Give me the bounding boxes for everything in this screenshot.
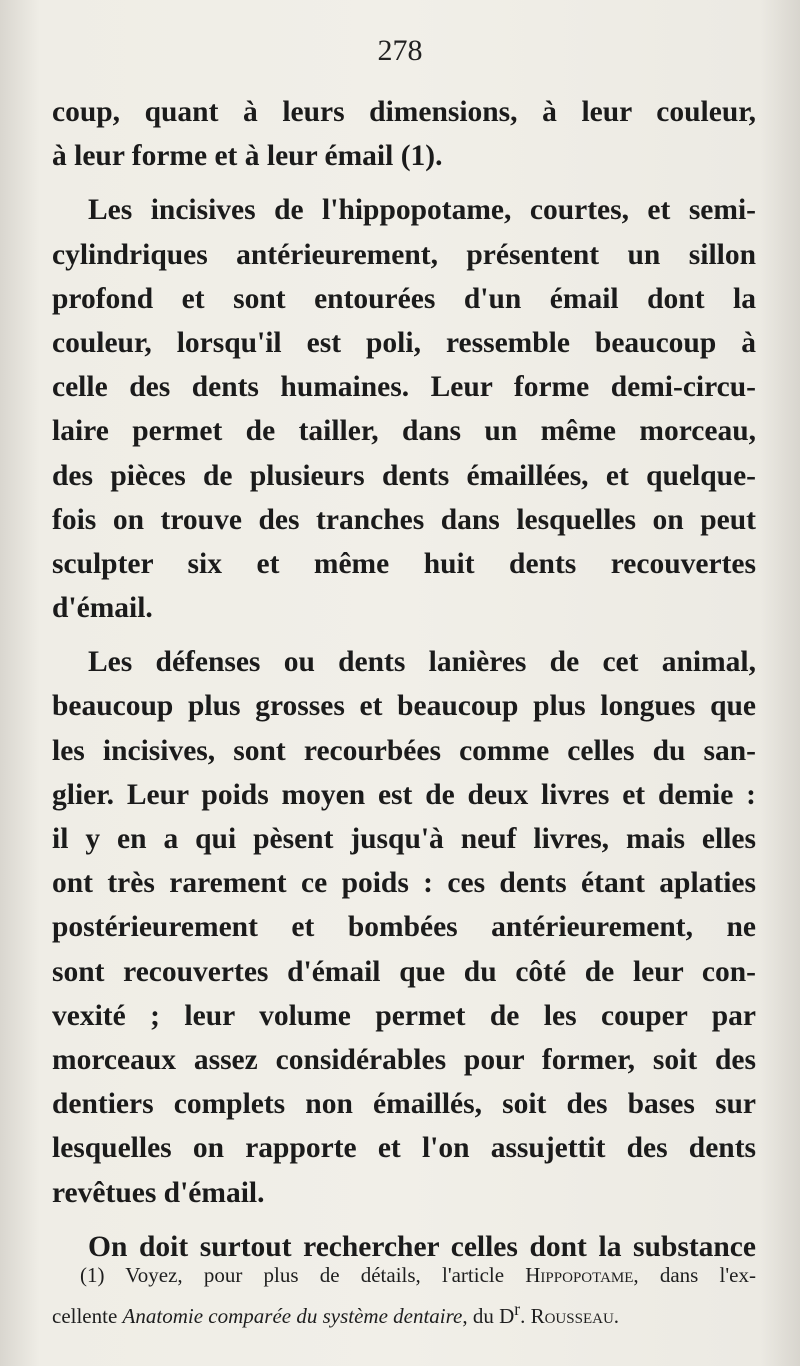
text-line: morceaux assez considérables pour former, soit des <box>52 1043 756 1076</box>
text-line: à leur forme et à leur émail (1). <box>52 140 443 173</box>
footnote-text: , du D <box>462 1304 515 1328</box>
text-line: des pièces de plusieurs dents émaillées, et quelque- <box>52 459 756 492</box>
text-line: Les incisives de l'hippopotame, courtes, et semi- <box>88 194 756 227</box>
text-line: beaucoup plus grosses et beaucoup plus longues que <box>52 690 756 723</box>
footnote-text: cellente <box>52 1304 123 1328</box>
text-line: profond et sont entourées d'un émail dont la <box>52 282 756 315</box>
text-line: cylindriques antérieurement, présentent un sillon <box>52 238 756 271</box>
text-line: laire permet de tailler, dans un même morceau, <box>52 415 756 448</box>
footnote-text: (1) Voyez, pour plus de détails, l'article <box>80 1263 526 1287</box>
text-line: coup, quant à leurs dimensions, à leur couleur, <box>52 96 756 128</box>
footnote-book-title: Anatomie comparée du système dentaire <box>122 1304 463 1328</box>
footnote-text: , dans l'ex- <box>633 1263 756 1287</box>
text-line: revêtues d'émail. <box>52 1176 265 1209</box>
text-line: couleur, lorsqu'il est poli, ressemble beaucoup à <box>52 326 756 359</box>
text-line: d'émail. <box>52 592 153 625</box>
text-line: dentiers complets non émaillés, soit des bases sur <box>52 1088 756 1121</box>
footnote-author: . Rousseau. <box>520 1304 620 1328</box>
text-line: celle des dents humaines. Leur forme demi-circu- <box>52 371 756 404</box>
text-line: glier. Leur poids moyen est de deux livres et demie : <box>52 778 756 811</box>
footnote-line-1 <box>52 1258 756 1292</box>
text-line: lesquelles on rapporte et l'on assujettit des dents <box>52 1132 756 1165</box>
footnote-article-name: Hippopotame <box>525 1263 634 1287</box>
footnote-superscript: r <box>514 1299 521 1319</box>
text-line: vexité ; leur volume permet de les couper par <box>52 999 756 1032</box>
text-line: sont recouvertes d'émail que du côté de leur con- <box>52 955 756 988</box>
text-line: ont très rarement ce poids : ces dents étant aplaties <box>52 867 756 900</box>
text-line: postérieurement et bombées antérieurement, ne <box>52 911 756 944</box>
text-line: Les défenses ou dents lanières de cet animal, <box>88 646 756 679</box>
footnote-line-2 <box>52 1292 756 1333</box>
footnote <box>52 1258 756 1333</box>
body-text <box>52 90 756 1269</box>
text-line: On doit surtout rechercher celles dont la substance <box>88 1230 756 1263</box>
text-line: fois on trouve des tranches dans lesquelles on peut <box>52 503 756 536</box>
paragraph-defenses <box>52 640 756 1214</box>
paragraph-incisives <box>52 188 756 630</box>
page-number: 278 <box>377 34 423 67</box>
text-line: sculpter six et même huit dents recouvertes <box>52 547 756 580</box>
paragraph-continuation <box>52 90 756 178</box>
text-line: les incisives, sont recourbées comme celles du san- <box>52 734 756 767</box>
text-line: il y en a qui pèsent jusqu'à neuf livres, mais elles <box>52 823 756 855</box>
